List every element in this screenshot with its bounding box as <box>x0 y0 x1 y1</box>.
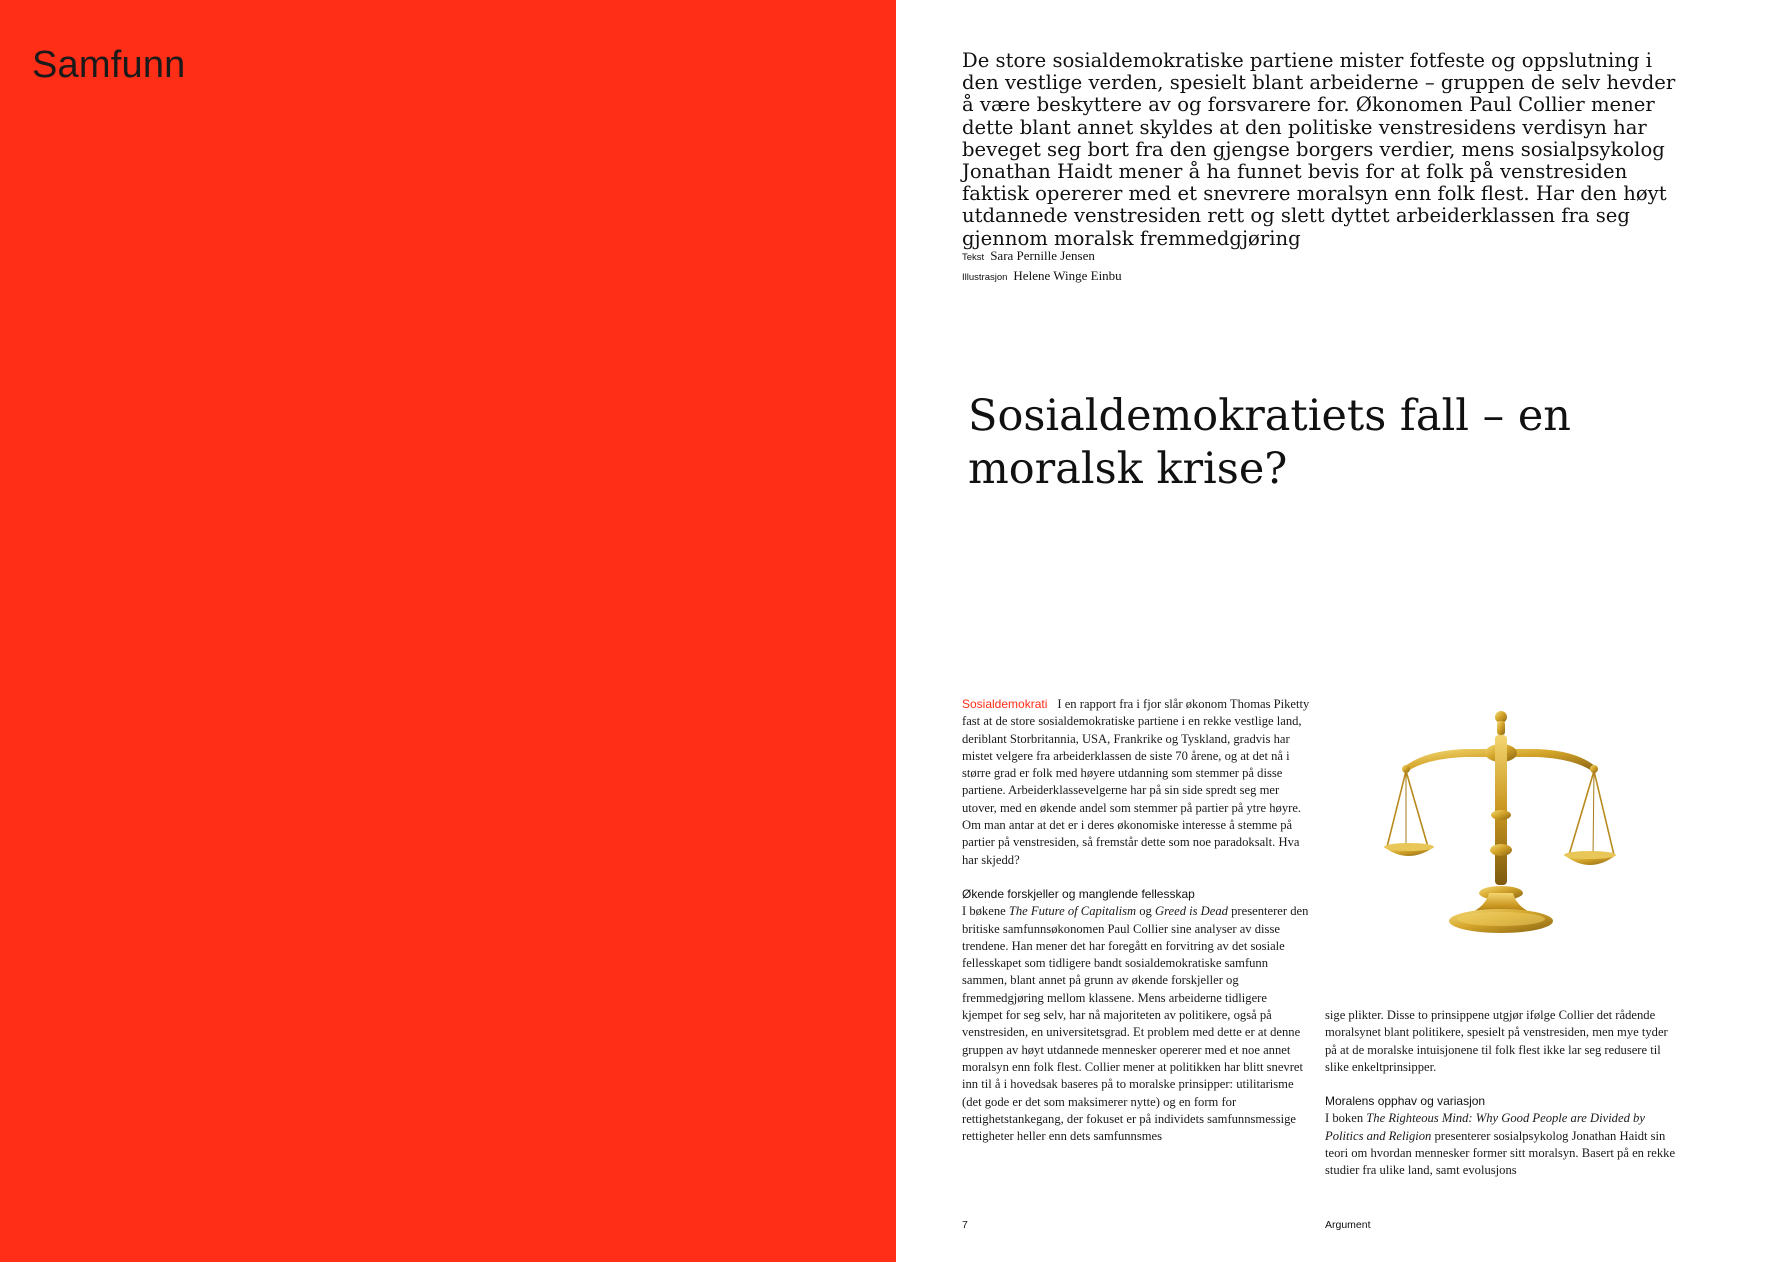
credit-author: Sara Pernille Jensen <box>990 248 1095 263</box>
book-title: The Future of Capitalism <box>1008 904 1137 919</box>
section-label: Samfunn <box>32 44 186 86</box>
kicker: Sosialdemokrati <box>962 697 1048 711</box>
article-lead: De store sosialdemokratiske partiene mister fotfeste og oppslutning i den vestlige verden, spesielt blant arbeiderne – gruppen de selv hevder å være beskyttere av og forsvarere for. Økonomen Paul Collier mener dette blant annet skyldes at den politiske venstresidens verdisyn har beveget seg bort fra den gjengse borgers verdier, mens sosialpsykolog Jonathan Haidt mener å ha funnet bevis for at folk på venstresiden faktisk opererer med et snevrere moralsyn enn folk flest. Har den høyt utdannede venstresiden rett og slett dyttet arbeiderklassen fra seg gjennom moralsk fremmedgjøring <box>962 49 1676 250</box>
body-column-left <box>962 696 1310 1145</box>
body-column-right <box>1325 1007 1677 1180</box>
scales-illustration <box>1384 705 1616 945</box>
intro-text: I en rapport fra i fjor slår økonom Thomas Piketty fast at de store sosialdemokratiske partiene i en rekke vestlige land, deriblant Storbritannia, USA, Frankrike og Tyskland, gradvis har mistet velgere fra arbeiderklassen de siste 70 årene, og at det nå i større grad er folk med høyere utdanning som stemmer på disse partiene. Arbeiderklassevelgerne har på sin side spredt seg mer utover, med en økende andel som stemmer på partier på ytre høyre. Om man antar at det er i deres økonomiske interesse å stemme på partier på venstresiden, så fremstår dette som noe paradoksalt. Hva har skjedd? <box>962 697 1310 867</box>
page-number: 7 <box>962 1219 968 1231</box>
body-paragraph <box>1325 1110 1677 1179</box>
text-run: presenterer sosialpsykolog Jonathan Haidt sin teori om hvordan mennesker former sitt moralsyn. Basert på en rekke studier fra ulike land, samt evolusjons <box>1325 1128 1676 1178</box>
credit-key: Illustrasjon <box>962 272 1008 283</box>
text-run: og <box>1136 904 1155 919</box>
intro-paragraph <box>962 696 1310 869</box>
body-paragraph: sige plikter. Disse to prinsippene utgjør ifølge Collier det rådende moralsynet blant politikere, spesielt på venstresiden, men mye tyder på at de moralske intuisjonene til folk flest ikke lar seg redusere til slike enkeltprinsipper. <box>1325 1008 1668 1074</box>
subhead: Moralens opphav og variasjon <box>1325 1094 1486 1109</box>
right-page <box>896 0 1785 1262</box>
text-run: I boken <box>1325 1111 1367 1126</box>
body-paragraph <box>962 903 1310 1145</box>
credit-illustrator: Helene Winge Einbu <box>1013 268 1122 283</box>
text-run: presenterer den britiske samfunnsøkonomen Paul Collier sine analyser av disse trendene. Han mener det har foregått en forvitring av det sosiale fellesskapet som tidligere bandt sosialdemokratiske samfunn sammen, blant annet på grunn av økende forskjeller og fremmedgjøring mellom klassene. Mens arbeiderne tidligere kjempet for seg selv, har nå majoriteten av politikere, også på venstresiden, en universitetsgrad. Et problem med dette er at denne gruppen av høyt utdannede mennesker opererer med et noe annet moralsyn enn folk flest. Collier mener at politikken har blitt snevret inn til å i hovedsak baseres på to moralske prinsipper: utilitarisme (det gode er det som maksimerer nytte) og en form for rettighetstankegang, der fokuset er på individets samfunnsmessige rettigheter heller enn dets samfunnsmes <box>962 904 1309 1144</box>
article-headline: Sosialdemokratiets fall – en moralsk krise? <box>968 391 1571 494</box>
scales-of-justice-icon <box>1384 705 1616 945</box>
book-title: Greed is Dead <box>1154 904 1228 919</box>
credit-key: Tekst <box>962 252 985 263</box>
credit-text <box>962 246 1122 266</box>
book-title: The Righteous Mind: Why Good People are Divided by Politics and Religion <box>1325 1111 1645 1143</box>
text-run: I bøkene <box>962 904 1009 919</box>
subhead: Økende forskjeller og manglende fellesskap <box>962 886 1195 901</box>
credit-illustration <box>962 266 1122 286</box>
magazine-name: Argument <box>1325 1219 1371 1231</box>
credits <box>962 246 1122 286</box>
